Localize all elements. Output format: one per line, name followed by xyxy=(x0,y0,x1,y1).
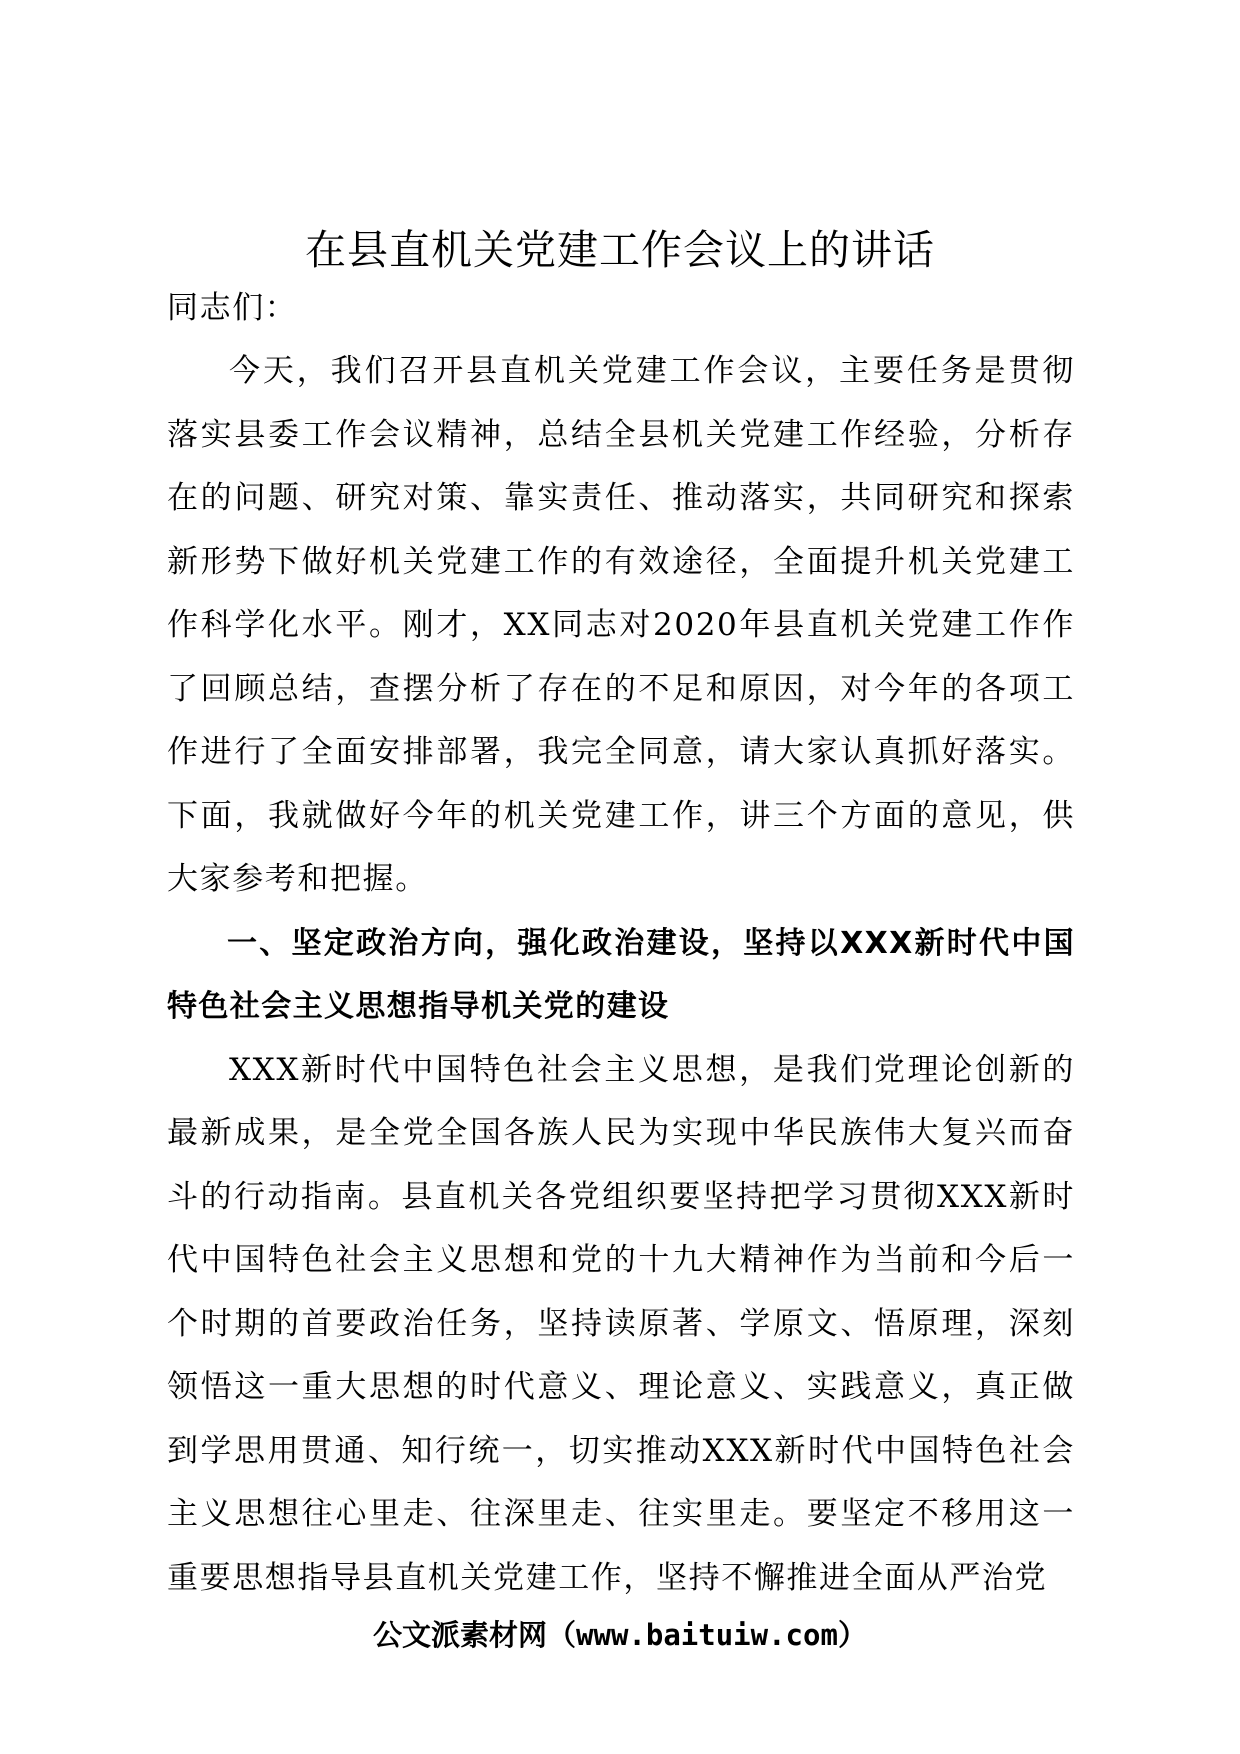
footer-url: www.baituiw.com xyxy=(576,1618,838,1652)
footer-paren-close: ） xyxy=(837,1618,867,1652)
footer-watermark xyxy=(0,1615,1240,1655)
body-paragraph-1: 今天，我们召开县直机关党建工作会议，主要任务是贯彻落实县委工作会议精神，总结全县机关党建工作经验，分析存在的问题、研究对策、靠实责任、推动落实，共同研究和探索新形势下做好机关党建工作的有效途径，全面提升机关党建工作科学化水平。刚才，XX同志对2020年县直机关党建工作作了回顾总结，查摆分析了存在的不足和原因，对今年的各项工作进行了全面安排部署，我完全同意，请大家认真抓好落实。下面，我就做好今年的机关党建工作，讲三个方面的意见，供大家参考和把握。 xyxy=(167,353,1075,897)
document-title: 在县直机关党建工作会议上的讲话 xyxy=(305,226,935,274)
footer-site-name: 公文派素材网 xyxy=(373,1618,548,1652)
document-body xyxy=(167,288,1075,1610)
salutation: 同志们： xyxy=(167,290,298,326)
section-heading-1: 一、坚定政治方向，强化政治建设，坚持以XXX新时代中国特色社会主义思想指导机关党的建设 xyxy=(167,925,1075,1024)
body-paragraph-2: XXX新时代中国特色社会主义思想，是我们党理论创新的最新成果，是全党全国各族人民为实现中华民族伟大复兴而奋斗的行动指南。县直机关各党组织要坚持把学习贯彻XXX新时代中国特色社会主义思想和党的十九大精神作为当前和今后一个时期的首要政治任务，坚持读原著、学原文、悟原理，深刻领悟这一重大思想的时代意义、理论意义、实践意义，真正做到学思用贯通、知行统一，切实推动XXX新时代中国特色社会主义思想往心里走、往深里走、往实里走。要坚定不移用这一重要思想指导县直机关党建工作，坚持不懈推进全面从严治党 xyxy=(167,1051,1075,1596)
footer-paren-open: （ xyxy=(547,1618,577,1652)
